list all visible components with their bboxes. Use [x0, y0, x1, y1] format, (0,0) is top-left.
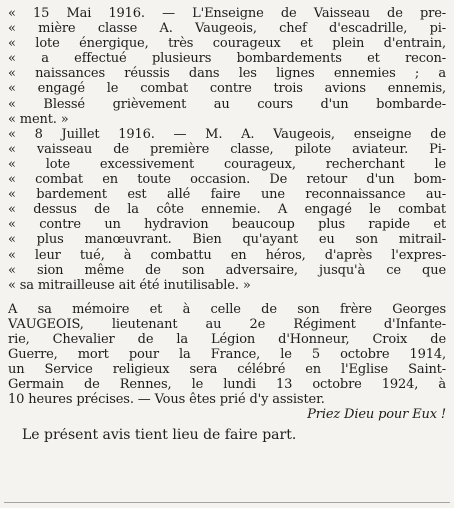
text-line: « sa mitrailleuse ait été inutilisable. » — [8, 277, 251, 293]
bottom-divider — [4, 502, 450, 503]
text-line: « combat en toute occasion. De retour d'un bom- — [8, 172, 446, 188]
text-line: A sa mémoire et à celle de son frère Georges — [8, 301, 446, 317]
text-line: « plus manœuvrant. Bien qu'ayant eu son mitrail- — [8, 232, 446, 248]
text-line: « ment. » — [8, 111, 69, 127]
text-line: « a effectué plusieurs bombardements et recon- — [8, 51, 446, 67]
memorial-service-paragraph — [8, 302, 446, 423]
text-line: « sion même de son adversaire, jusqu'à ce que — [8, 262, 446, 278]
citation-may-1916 — [8, 6, 446, 127]
closing-prayer: Priez Dieu pour Eux ! — [307, 407, 446, 423]
text-line: « 15 Mai 1916. — L'Enseigne de Vaisseau de pre- — [8, 6, 446, 21]
text-line: « 8 Juillet 1916. — M. A. Vaugeois, enseigne de — [8, 126, 446, 142]
text-line: VAUGEOIS, lieutenant au 2e Régiment d'Infante- — [8, 316, 446, 332]
text-line: « contre un hydravion beaucoup plus rapide et — [8, 217, 446, 233]
text-line: « mière classe A. Vaugeois, chef d'escadrille, pi- — [8, 21, 446, 37]
text-line: « leur tué, à combattu en héros, d'après l'expres- — [8, 247, 446, 263]
text-line: « lote énergique, très courageux et plein d'entrain, — [8, 36, 446, 52]
text-line: « vaisseau de première classe, pilote aviateur. Pi- — [8, 141, 446, 157]
notice-line: Le présent avis tient lieu de faire part. — [22, 427, 297, 443]
citation-july-1916 — [8, 127, 446, 293]
paragraph-gap — [8, 293, 446, 302]
text-line: « naissances réussis dans les lignes ennemies ; a — [8, 66, 446, 82]
text-line: un Service religieux sera célébré en l'Eglise Saint- — [8, 362, 446, 378]
text-line: Germain de Rennes, le lundi 13 octobre 1924, à — [8, 377, 446, 393]
text-line: « bardement est allé faire une reconnaissance au- — [8, 187, 446, 203]
text-line: « dessus de la côte ennemie. A engagé le combat — [8, 202, 446, 218]
text-line: rie, Chevalier de la Légion d'Honneur, Croix de — [8, 331, 446, 347]
text-line: Guerre, mort pour la France, le 5 octobre 1914, — [8, 347, 446, 363]
text-line: « Blessé grièvement au cours d'un bombarde- — [8, 96, 446, 112]
text-line: 10 heures précises. — Vous êtes prié d'y assister. — [8, 392, 325, 408]
text-line: « lote excessivement courageux, recherchant le — [8, 156, 446, 172]
text-line: « engagé le combat contre trois avions ennemis, — [8, 81, 446, 97]
